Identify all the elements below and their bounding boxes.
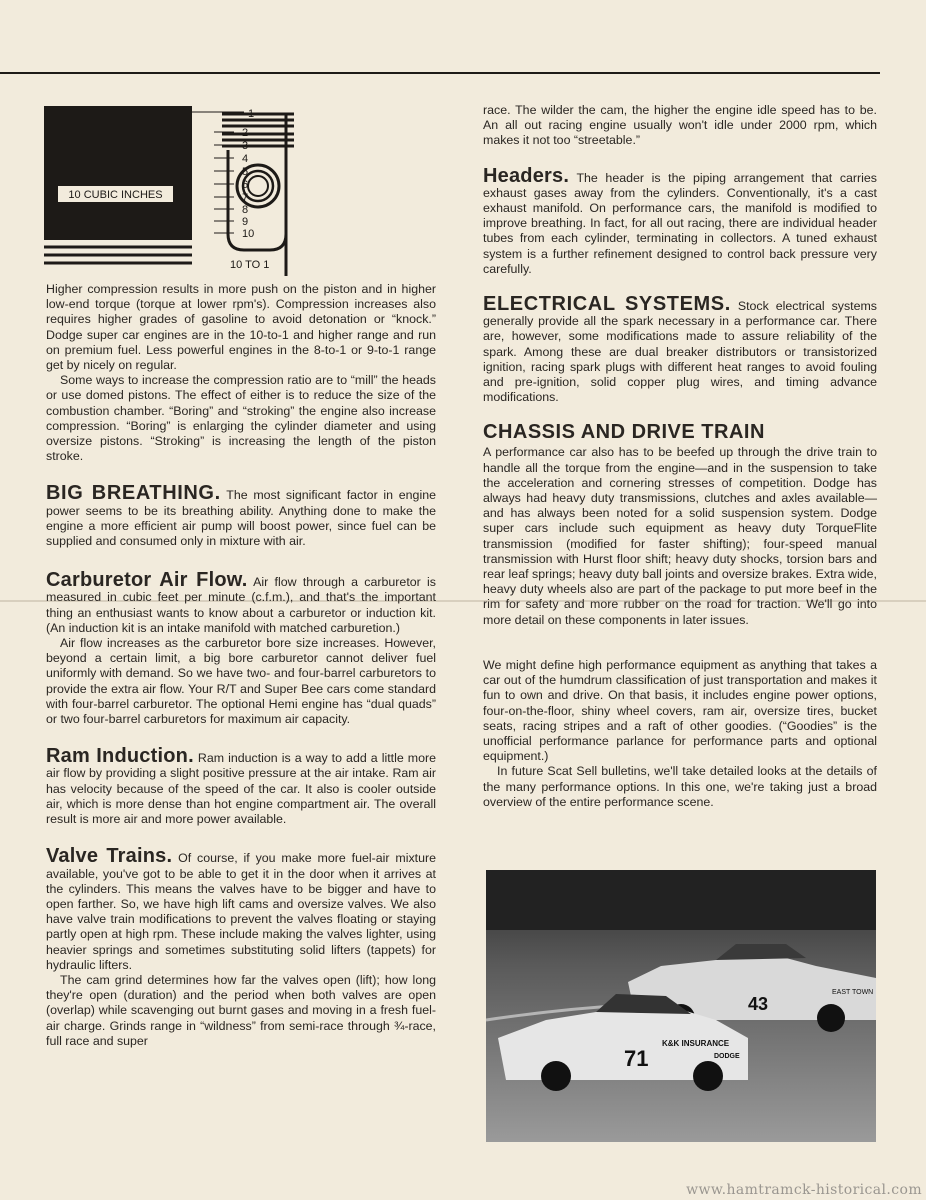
scale-label: 7	[242, 192, 249, 204]
left-column	[46, 282, 436, 1049]
headers-text: The header is the piping arrangement that carries exhaust gases away from the cylinders. Conventionally, it's a cast exhaust manifold. On performance cars, the manifold is modified to improve breathing. In fact, for all out racing, there are individual header tubes from each cylinder, terminating in collectors. A tuned exhaust system is a further refinement designed to control back pressure very carefully.	[483, 170, 877, 276]
scale-label: 4	[242, 153, 249, 165]
big-breathing-text: The most significant factor in engine power seems to be its breathing ability. Anything done to make the engine a more efficient air pump will boost power, since fuel can be supplied and consumed only in mixture with air.	[46, 488, 436, 549]
valve-trains-paragraph-2: The cam grind determines how far the valves open (lift); how long they're open (duration) and the period when both valves are open (overlap) while scavenging out burnt gases and moving in a fresh fuel-air charge. Grinds range in “wildness” from semi-race through ¾-race, full race and super	[46, 972, 436, 1048]
chassis-text: A performance car also has to be beefed up through the drive train to handle all the torque from the engine—and in the suspension to take the acceleration and cornering stresses of competition. Dodge has always had heavy duty transmissions, clutches and axles available—and has always been noted for a solid suspension system. Dodge super cars include such equipment as heavy duty TorqueFlite transmission (modified for faster shifting); four-speed manual transmission with Hurst floor shift; heavy duty shocks, torsion bars and rear leaf springs; heavy duty ball joints and oversize brakes. Extra wide, heavy duty wheels also are part of the package to put more beef in the rim for safety and more rubber on the road for traction. We'll go into more detail on these components in later issues.	[483, 445, 877, 627]
cubic-label: 10 CUBIC INCHES	[68, 189, 163, 201]
headers-section	[483, 164, 877, 277]
scale-label: 9	[242, 216, 249, 228]
compression-paragraph: Higher compression results in more push on the piston and in higher low-end torque (torque at lower rpm's). Compression increases also requires higher grades of gasoline to avoid detonation or “knock.” Dodge super car engines are in the 10-to-1 and higher range and run on premium fuel. Less powerful engines in the 8-to-1 or 9-to-1 range get by nicely on regular.	[46, 282, 436, 373]
scale-label: 10	[242, 228, 255, 240]
carburetor-section	[46, 569, 436, 636]
define-paragraph: We might define high performance equipment as anything that takes a car out of the humdrum classification of just transportation and makes it fun to own and drive. On that basis, it includes engine power options, four-on-the-floor, shiny wheel covers, ram air, oversize tires, bucket seats, racing stripes and a raft of other goodies. (“Goodies” is the unofficial performance parlance for performance parts and optional equipment.)	[483, 657, 877, 764]
scale-label: 6	[242, 179, 249, 191]
ratio-label: 10 TO 1	[230, 259, 270, 271]
car-71-sponsor: K&K INSURANCE	[662, 1039, 730, 1048]
chassis-heading: CHASSIS AND DRIVE TRAIN	[483, 421, 765, 444]
background-wall	[486, 870, 876, 930]
carburetor-paragraph-2: Air flow increases as the carburetor bore size increases. However, beyond a certain limit, a big bore carburetor cannot deliver fuel uniformly with demand. So we have two- and four-barrel carburetors to provide the extra air flow. Your R/T and Super Bee cars come standard with four-barrel carburetor. The optional Hemi engine has “dual quads” or two four-barrel carburetors for maximum air capacity.	[46, 636, 436, 727]
right-column	[483, 103, 877, 810]
chassis-section	[483, 421, 877, 627]
car-43-number: 43	[748, 994, 769, 1014]
valve-trains-text: Of course, if you make more fuel-air mixture available, you've got to be able to get it in the door when it arrives at the cylinders. This means the valves have to be bigger and have to open farther. So, we have high lift cams and oversize valves. We also have valve train modifications to prevent the valves floating or staying partly open at high rpm. These include making the valves lighter, using heavier springs and sometimes substituting solid lifters (tappets) for hydraulic lifters.	[46, 851, 437, 972]
car-71-number: 71	[624, 1046, 649, 1071]
electrical-heading: ELECTRICAL SYSTEMS.	[483, 293, 731, 316]
cam-continuation: race. The wilder the cam, the higher the engine idle speed has to be. An all out racing engine usually won't idle under 2000 rpm, which makes it not too “streetable.”	[483, 103, 877, 148]
watermark: www.hamtramck-historical.com	[686, 1182, 922, 1198]
ram-induction-heading: Ram Induction.	[46, 745, 194, 768]
future-paragraph: In future Scat Sell bulletins, we'll take detailed looks at the details of the many performance options. In this one, we're taking just a broad overview of the entire performance scene.	[483, 764, 877, 809]
headers-heading: Headers.	[483, 164, 570, 187]
top-rule	[0, 72, 880, 74]
racing-photo	[486, 870, 876, 1142]
electrical-text: Stock electrical systems generally provide all the spark necessary in a performance car. There are, however, some modifications made to assure reliability of the spark. Among these are dual breaker distributors or transistorized ignition, racing spark plugs with different heat ranges to avoid fouling and pre-ignition, solid copper plug wires, and timing advance modifications.	[483, 299, 877, 405]
cylinder-block-dark	[44, 106, 192, 240]
compression-diagram	[44, 104, 294, 276]
car-71-brand: DODGE	[714, 1053, 740, 1060]
carburetor-text: Air flow through a carburetor is measured in cubic feet per minute (c.f.m.), and that's the important thing an enthusiast wants to know about a carburetor or induction kit. (An induction kit is an intake manifold with matched carburetion.)	[46, 575, 436, 635]
scale-label: 1	[248, 108, 255, 120]
scale-ticks	[192, 112, 244, 233]
valve-trains-heading: Valve Trains.	[46, 845, 173, 868]
big-breathing-heading: BIG BREATHING.	[46, 482, 221, 505]
base-lines	[44, 247, 192, 263]
big-breathing-section	[46, 482, 436, 549]
compression-paragraph-2: Some ways to increase the compression ratio are to “mill” the heads or use domed pistons. The effect of either is to reduce the size of the combustion chamber. “Boring” and “stroking” the engine also increase compression. “Boring” is enlarging the cylinder diameter and using oversize pistons. “Stroking” is increasing the length of the piston stroke.	[46, 373, 436, 464]
scale-label: 3	[242, 140, 249, 152]
scale-label: 5	[242, 166, 249, 178]
electrical-section	[483, 293, 877, 405]
scale-label: 8	[242, 204, 249, 216]
scale-label: 2	[242, 127, 249, 139]
ram-induction-text: Ram induction is a way to add a little more air flow by providing a slight positive pressure at the air intake. Ram air has velocity because of the speed of the car. It also is cooler outside air, which is more dense than hot engine compartment air. The overall result is more air and more power available.	[46, 751, 436, 827]
car-43-sponsor: EAST TOWN	[832, 989, 874, 996]
ram-induction-section	[46, 745, 436, 827]
valve-trains-section	[46, 845, 437, 973]
carburetor-heading: Carburetor Air Flow.	[46, 569, 248, 592]
